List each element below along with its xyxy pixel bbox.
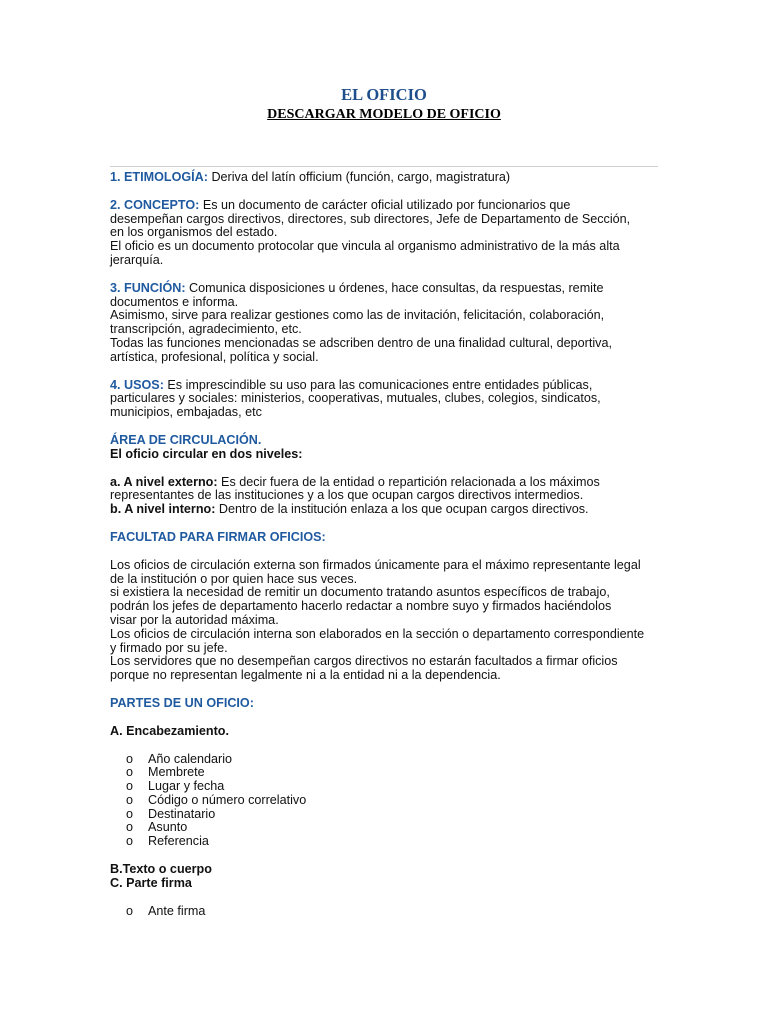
concepto-label: 2. CONCEPTO: [110, 197, 200, 212]
list-item-text: Asunto [148, 820, 188, 835]
concepto-line-3: en los organismos del estado. [110, 225, 278, 240]
list-item-text: Referencia [148, 834, 209, 849]
usos-text: Es imprescindible su uso para las comunicaciones entre entidades públicas, [163, 377, 593, 392]
area-heading: ÁREA DE CIRCULACIÓN. [110, 432, 262, 447]
bullet-icon: o [126, 779, 134, 794]
funcion-line-4: transcripción, agradecimiento, etc. [110, 322, 302, 337]
document-body [110, 171, 660, 918]
bullet-icon: o [126, 834, 134, 849]
usos-line-1 [110, 379, 660, 393]
bullet-icon: o [126, 820, 134, 835]
concepto-line-4: El oficio es un documento protocolar que vincula al organismo administrativo de la más alta [110, 239, 620, 254]
interno-label: b. A nivel interno: [110, 502, 216, 517]
list-item [110, 753, 660, 767]
facultad-line-1: Los oficios de circulación externa son firmados únicamente para el máximo representante legal [110, 557, 641, 572]
encabezamiento-heading: A. Encabezamiento. [110, 723, 229, 738]
list-item [110, 780, 660, 794]
funcion-line-5: Todas las funciones mencionadas se adscriben dentro de una finalidad cultural, deportiva, [110, 335, 612, 350]
list-item-text: Membrete [148, 765, 205, 780]
facultad-line-6: Los oficios de circulación interna son elaborados en la sección o departamento correspondiente [110, 626, 645, 641]
facultad-line-2: de la institución o por quien hace sus veces. [110, 571, 358, 586]
list-item-text: Ante firma [148, 903, 206, 918]
externo-text: Es decir fuera de la entidad o repartición relacionada a los máximos [217, 474, 600, 489]
etimologia-label: 1. ETIMOLOGÍA: [110, 170, 208, 184]
funcion-line-3: Asimismo, sirve para realizar gestiones como las de invitación, felicitación, colaboración, [110, 308, 605, 323]
facultad-line-7: y firmado por su jefe. [110, 640, 228, 655]
interno-text: Dentro de la institución enlaza a los que ocupan cargos directivos. [215, 502, 589, 517]
bullet-icon: o [126, 903, 134, 918]
list-item [110, 808, 660, 822]
interno-line [110, 503, 660, 517]
funcion-text: Comunica disposiciones u órdenes, hace consultas, da respuestas, remite [185, 280, 604, 295]
list-item-text: Destinatario [148, 806, 216, 821]
list-item [110, 766, 660, 780]
externo-label: a. A nivel externo: [110, 474, 218, 489]
facultad-line-3: si existiera la necesidad de remitir un documento tratando asuntos específicos de trabajo, [110, 585, 610, 600]
externo-line-2: representantes de las instituciones y a los que ocupan cargos directivos intermedios. [110, 488, 584, 503]
bullet-icon: o [126, 765, 134, 780]
list-item [110, 905, 660, 919]
usos-label: 4. USOS: [110, 377, 164, 392]
facultad-line-9: porque no representan legalmente ni a la entidad ni a la dependencia. [110, 668, 501, 683]
list-item [110, 821, 660, 835]
usos-line-3: municipios, embajadas, etc [110, 405, 262, 420]
funcion-line-6: artística, profesional, política y social. [110, 349, 319, 364]
concepto-line-1 [110, 199, 660, 213]
etimologia-paragraph [110, 171, 660, 185]
facultad-line-8: Los servidores que no desempeñan cargos directivos no estarán facultados a firmar oficios [110, 654, 618, 669]
partes-heading: PARTES DE UN OFICIO: [110, 695, 254, 710]
usos-line-2: particulares y sociales: ministerios, cooperativas, mutuales, clubes, colegios, sindicatos, [110, 391, 601, 406]
facultad-line-4: podrán los jefes de departamento hacerlo redactar a nombre suyo y firmados haciéndolos [110, 599, 612, 614]
funcion-label: 3. FUNCIÓN: [110, 280, 186, 295]
etimologia-text: Deriva del latín officium (función, cargo, magistratura) [207, 170, 511, 184]
area-subheading: El oficio circular en dos niveles: [110, 446, 303, 461]
firma-heading: C. Parte firma [110, 875, 192, 890]
funcion-line-1 [110, 282, 660, 296]
concepto-line-2: desempeñan cargos directivos, directores, sub directores, Jefe de Departamento de Sección, [110, 211, 631, 226]
texto-heading: B.Texto o cuerpo [110, 862, 212, 877]
bullet-icon: o [126, 751, 134, 766]
list-item [110, 794, 660, 808]
horizontal-divider [110, 166, 658, 167]
facultad-heading: FACULTAD PARA FIRMAR OFICIOS: [110, 529, 326, 544]
externo-line-1 [110, 476, 660, 490]
list-item [110, 835, 660, 849]
list-item-text: Código o número correlativo [148, 792, 307, 807]
document-title: EL OFICIO [341, 85, 427, 104]
bullet-icon: o [126, 792, 134, 807]
firma-list [110, 905, 660, 919]
list-item-text: Lugar y fecha [148, 779, 225, 794]
bullet-icon: o [126, 806, 134, 821]
download-model-link[interactable]: DESCARGAR MODELO DE OFICIO [267, 107, 501, 122]
funcion-line-2: documentos e informa. [110, 294, 239, 309]
concepto-text: Es un documento de carácter oficial utilizado por funcionarios que [199, 197, 571, 212]
concepto-line-5: jerarquía. [110, 252, 164, 267]
encabezamiento-list [110, 753, 660, 850]
facultad-line-5: visar por la autoridad máxima. [110, 612, 279, 627]
list-item-text: Año calendario [148, 751, 233, 766]
